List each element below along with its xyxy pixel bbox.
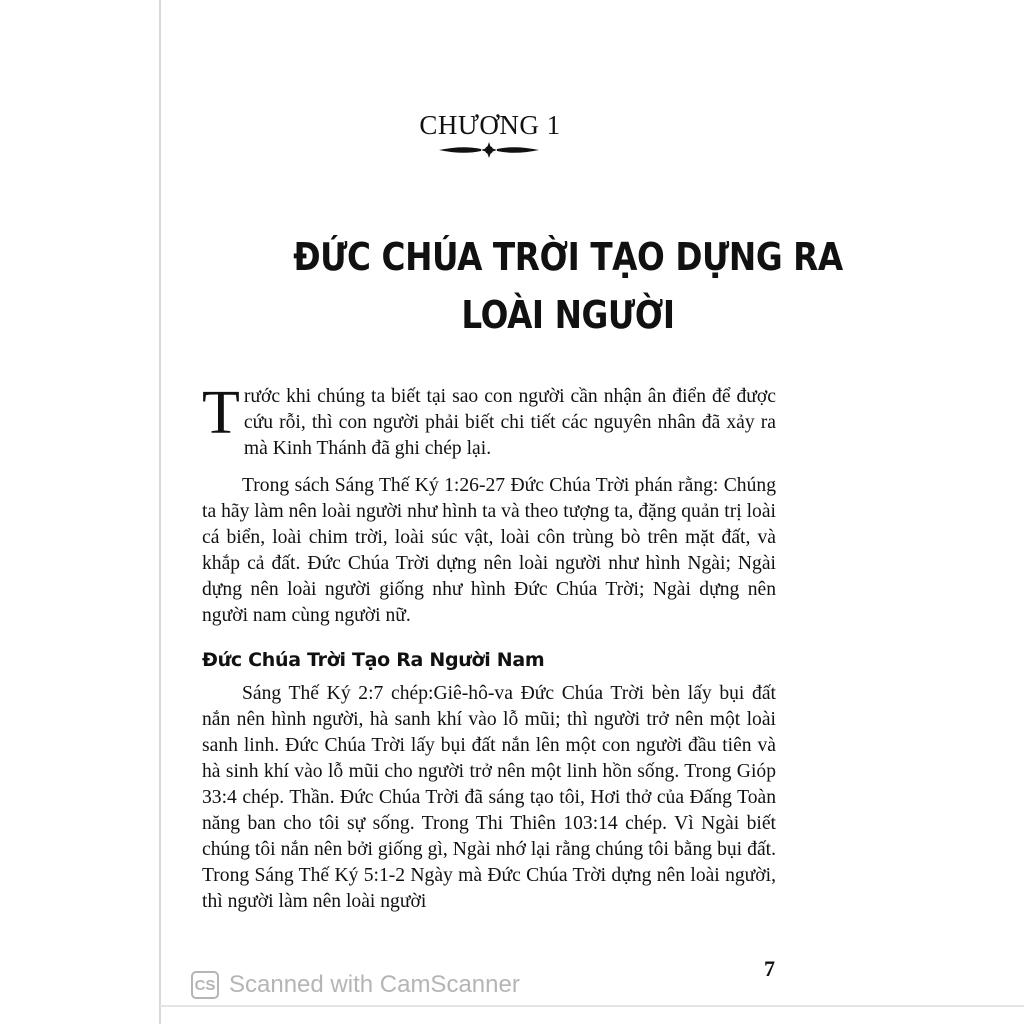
chapter-label: CHƯƠNG 1 bbox=[419, 110, 561, 140]
page-edge-bottom bbox=[160, 1005, 1024, 1007]
chapter-title bbox=[217, 228, 919, 344]
page-edge bbox=[159, 0, 161, 1024]
section-heading: Đức Chúa Trời Tạo Ra Người Nam bbox=[202, 649, 545, 671]
body-text bbox=[202, 379, 776, 915]
paragraph-intro-text: rước khi chúng ta biết tại sao con người cần nhận ân điển để được cứu rỗi, thì con người phải biết chi tiết các nguyên nhân đã xảy ra mà Kinh Thánh đã ghi chép lại. bbox=[243, 386, 776, 459]
watermark-text: Scanned with CamScanner bbox=[229, 971, 520, 998]
paragraph-genesis-1: Trong sách Sáng Thế Ký 1:26-27 Đức Chúa Trời phán rằng: Chúng ta hãy làm nên loài người như hình ta và theo tượng ta, đặng quản trị loài cá biển, loài chim trời, loài súc vật, loài côn trùng bò trên mặt đất, và khắp cả đất. Đức Chúa Trời dựng nên loài người như hình Ngài; Ngài dựng nên loài người giống như hình Đức Chúa Trời; Ngài dựng nên người nam cùng người nữ. bbox=[202, 475, 776, 626]
chapter-title-line-2: LOÀI NGƯỜI bbox=[461, 293, 675, 337]
camscanner-watermark bbox=[191, 968, 520, 1002]
paragraph-genesis-2: Sáng Thế Ký 2:7 chép:Giê-hô-va Đức Chúa Trời bèn lấy bụi đất nắn nên hình người, hà sanh khí vào lỗ mũi; thì người trở nên một loài sanh linh. Đức Chúa Trời lấy bụi đất nắn lên một con người đầu tiên và hà sinh khí vào lỗ mũi cho người trở nên một linh hồn sống. Trong Gióp 33:4 chép. Thần. Đức Chúa Trời đã sáng tạo tôi, Hơi thở của Đấng Toàn năng ban cho tôi sự sống. Trong Thi Thiên 103:14 chép. Vì Ngài biết chúng tôi nắn nên bởi giống gì, Ngài nhớ lại rằng chúng tôi bằng bụi đất. Trong Sáng Thế Ký 5:1-2 Ngày mà Đức Chúa Trời dựng nên loài người, thì người làm nên loài người bbox=[202, 683, 776, 912]
paragraph-intro bbox=[202, 379, 776, 462]
drop-cap: T bbox=[202, 379, 240, 447]
chapter-title-line-1: ĐỨC CHÚA TRỜI TẠO DỰNG RA bbox=[293, 235, 843, 279]
ornament-divider-icon bbox=[437, 140, 541, 160]
camscanner-logo-icon: CS bbox=[191, 971, 219, 999]
page-number: 7 bbox=[764, 956, 775, 981]
